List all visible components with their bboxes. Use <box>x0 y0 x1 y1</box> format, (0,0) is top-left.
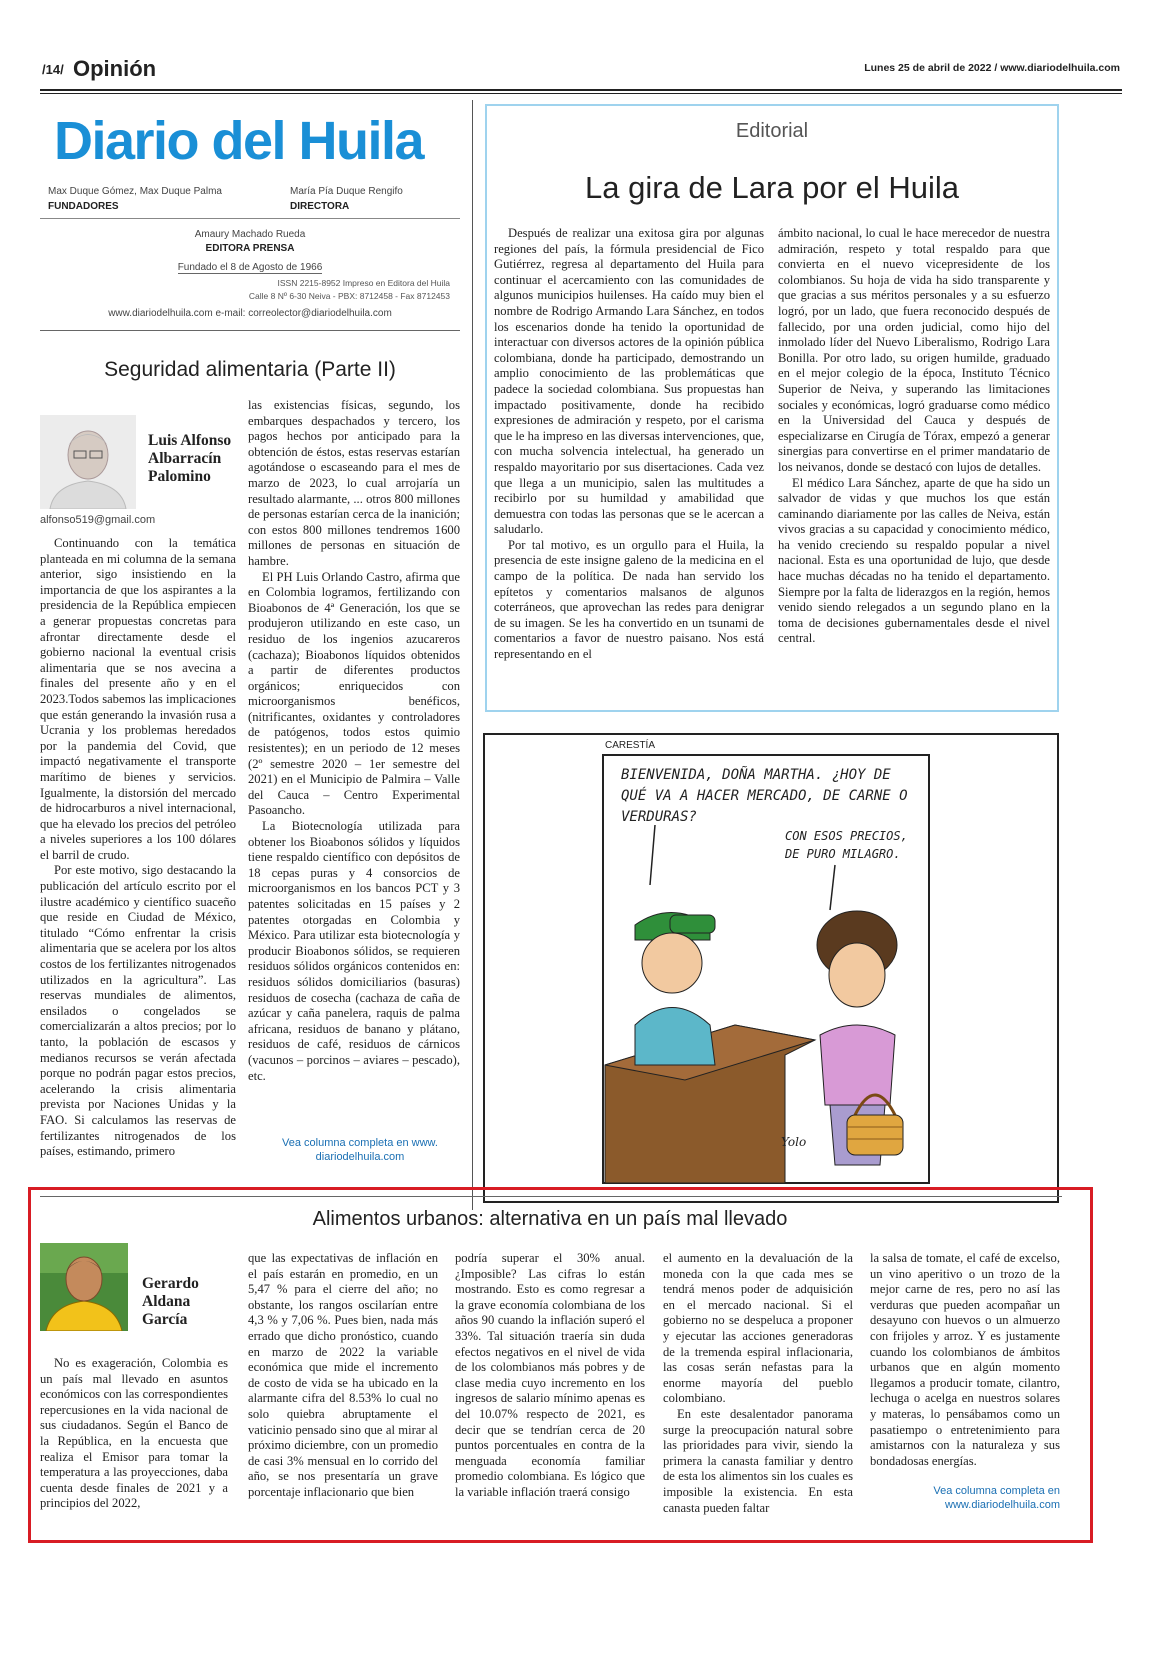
founders-label: FUNDADORES <box>48 201 119 212</box>
column2-top-rule <box>40 1196 1062 1197</box>
paragraph: las existencias físicas, segundo, los embarques despachados y tercero, los pagos hechos por anticipado para la obtención de éstos, estas reservas estarían agotándose o escaseando para el mes de marzo de 2023, lo cual arrojaría un resultado alarmante, ... otros 800 millones de personas estarían cerca de la inanición; con estos 800 millones tendremos 1600 millones de personas en situación de hambre. <box>248 398 460 568</box>
cartoon-label: CARESTÍA <box>605 740 656 751</box>
editorial-title: La gira de Lara por el Huila <box>585 170 959 205</box>
column2-read-more-link[interactable]: Vea columna completa en www.diariodelhuila.com <box>933 1485 1060 1511</box>
column2-text-e <box>870 1251 1060 1469</box>
paragraph: Después de realizar una exitosa gira por algunas regiones del país, la fórmula presidencial de Fico Gutiérrez, regresa al departamento del Huila para continuar el acercamiento con las comunidades de algunos municipios huilenses. Ha caído muy bien el nombre de Rodrigo Armando Lara Sánchez, en todos los escenarios donde ha tenido la oportunidad de interactuar con diversos actores de la opinión pública colombiana, donde ha participado, demostrando un amplio conocimiento de las problemáticas que padece la sociedad colombiana. Sus propuestas han impactado positivamente, donde ha recibido expresiones de admiración y respeto, por el carisma que le ha impreso en las diversas intervenciones, que, con mucha solvencia intelectual, ha generado un respaldo mayoritario por sus disertaciones. Cada vez que llega a un municipio, salen las multitudes a recibirlo por su humildad y amabilidad que demuestra con todas las personas que se le acercan a saludarlo. <box>494 226 764 537</box>
vertical-divider <box>472 100 473 1210</box>
column2-text-b <box>248 1251 438 1501</box>
paragraph: la salsa de tomate, el café de excelso, un vino aperitivo o un trozo de la mejor carne de res, pero no así las verduras que pueden acompañar un desayuno con huevos o un almuerzo con frijoles y arroz. Y es justamente cuando los colombianos de ámbitos urbanos que en algún momento llegamos a producir tomate, cilantro, lechuga o acelga en nuestros solares y materas, lo pensábamos como un pasatiempo o entretenimiento para amistarnos con la naturaleza y sus bondadosas energías. <box>870 1251 1060 1468</box>
header-rule <box>40 89 1122 91</box>
editor-label: EDITORA PRENSA <box>205 243 295 254</box>
founders-names: Max Duque Gómez, Max Duque Palma <box>48 186 222 197</box>
paragraph: Por tal motivo, es un orgullo para el Huila, la presencia de este insigne galeno de la medicina en el campo de la política. De nada han servido los epítetos y comentarios malsanos de algunos coterráneos, que aprovechan las redes para denigrar de su imagen. Se les ha convertido en un tsunami de comentarios a favor de nuestro paisano. Nos está representando en el <box>494 537 764 662</box>
director-name: María Pía Duque Rengifo <box>290 186 403 197</box>
page-header <box>40 56 1128 86</box>
masthead-divider <box>40 218 460 219</box>
column2-text-d <box>663 1251 853 1516</box>
paragraph: El PH Luis Orlando Castro, afirma que en Colombia logramos, fertilizando con Bioabonos de 4ª Generación, los que se produjeron utilizando en este caso, un residuo de los ingenios azucareros (cachaza); Bioabonos líquidos obtenidos a partir de diferentes productos orgánicos; enriquecidos con microorganismos benéficos, (nitrificantes, oxidantes y controladores de patógenos, todos estos quimio resistentes); en un periodo de 12 meses (2º semestre 2020 – 1er semestre del 2021) en el Municipio de Palmira – Valle del Cauca – Centro Experimental Pasoancho. <box>248 569 460 818</box>
dateline: Lunes 25 de abril de 2022 / www.diariodelhuila.com <box>864 62 1120 74</box>
column1-read-more-link[interactable]: Vea columna completa en www. diariodelhuila.com <box>282 1137 438 1163</box>
director-label: DIRECTORA <box>290 201 350 212</box>
cartoon-frame <box>483 733 1059 1203</box>
column1-text-b <box>248 398 460 1084</box>
header-rule-thin <box>40 93 1122 94</box>
paragraph: ámbito nacional, lo cual le hace merecedor de nuestra admiración, respeto y total respaldo para que convierta en el nuevo vicepresidente de los colombianos. Su hoja de vida ha sido transparente y que gracias a sus méritos personales y a su esfuerzo logró, por un lado, que fuera reconocido después de fallecido, por una orden judicial, como hijo del inmolado líder del Nuevo Liberalismo, Rodrigo Lara Bonilla. Por otro lado, su origen humilde, graduado en el mejor colegio de la época, Instituto Técnico Superior de Neiva, y superando las limitaciones sociales y económicas, logró graduarse como médico en la Universidad del Cauca y después de especializarse en Cirugía de Tórax, empezó a generar sinergias para convertirse en el primer mandatario de los neivanos, donde se destacó con lujos de detalles. <box>778 226 1050 474</box>
editorial-text-a <box>494 226 764 663</box>
column2-text-c <box>455 1251 645 1501</box>
speech-bubble-1: BIENVENIDA, DOÑA MARTHA. ¿HOY DE QUÉ VA A HACER MERCADO, DE CARNE O VERDURAS? <box>621 767 908 825</box>
paragraph: En este desalentador panorama surge la preocupación natural sobre las prioridades para vivir, siendo la primera la canasta familiar y dentro de esta los alimentos sin los cuales es imposible la existencia. En esta canasta pueden faltar <box>663 1406 853 1515</box>
author1-name: Luis Alfonso Albarracín Palomino <box>148 432 232 485</box>
column2-title: Alimentos urbanos: alternativa en un país mal llevado <box>312 1208 788 1230</box>
paragraph: No es exageración, Colombia es un país mal llevado en asuntos económicos con las correspondientes repercusiones en la vida nacional de sus ciudadanos. Según el Banco de la República, en la encuesta que realiza el Emisor para tomar la temperatura a las proyecciones, daba cuenta desde finales de 2021 y a principios del 2022, <box>40 1356 228 1511</box>
editorial-text-b <box>778 226 1050 647</box>
issn: ISSN 2215-8952 Impreso en Editora del Huila <box>277 278 450 288</box>
newspaper-logo: Diario del Huila <box>54 111 424 171</box>
author1-photo <box>40 415 136 509</box>
masthead-bottom-rule <box>40 330 460 331</box>
author2-photo <box>40 1243 128 1331</box>
page-number: /14/ <box>42 62 64 77</box>
founded-date: Fundado el 8 de Agosto de 1966 <box>177 262 323 273</box>
paragraph: El médico Lara Sánchez, aparte de que ha sido un salvador de vidas y que muchos los que están caminando diariamente por las calles de Neiva, están vivos gracias a su capacidad y conocimiento médico, ha venido creciendo su respaldo popular a nivel nacional. Esta es una oportunidad de lujo, que desde hace muchas décadas no ha tenido el departamento. Siempre por la falta de liderazgos en la región, hemos venido siendo relegados a un segundo plano en la toma de decisiones gubernamentales desde el nivel central. <box>778 475 1050 646</box>
paragraph: el aumento en la devaluación de la moneda con la que cada mes se tendrá menos poder de adquisición en el mercado nacional. Si el gobierno no se despeluca a proponer y ejecutar las acciones generadoras de la tremenda espiral inflacionaria, las cosas serán nefastas para la enorme mayoría del pueblo colombiano. <box>663 1251 853 1406</box>
author2-name: Gerardo Aldana García <box>142 1275 199 1328</box>
editorial-kicker: Editorial <box>735 120 809 142</box>
paragraph: La Biotecnología utilizada para obtener los Bioabonos sólidos y líquidos tiene respaldo científico con depósitos de 18 cepas puras y 4 consorcios de microorganismos en los bancos PCT y 3 patentes solicitadas en 15 países y 2 patentes otorgadas en Colombia y México. Para utilizar esta biotecnología y producir Bioabonos sólidos, se requieren residuos sólidos orgánicos contenidos en: residuos sólidos domiciliarios (basuras) residuos de cosecha (cachaza de caña de azúcar y caña panelera, raquis de palma africana, residuos de banano y plátano, residuos de café, residuos de cárnicos (vacunos – porcinos – aviares – pescado), etc. <box>248 819 460 1083</box>
column2-text-a <box>40 1356 228 1512</box>
address: Calle 8 Nº 6-30 Neiva - PBX: 8712458 - Fax 8712453 <box>248 291 450 301</box>
section-title: Opinión <box>73 56 157 81</box>
contact-line: www.diariodelhuila.com e-mail: correolector@diariodelhuila.com <box>108 308 392 319</box>
paragraph: Por este motivo, sigo destacando la publicación del artículo escrito por el ilustre académico y científico suaceño que reside en Ciudad de México, titulado “Cómo enfrentar la crisis alimentaria que se acelera por los altos costos de los fertilizantes nitrogenados utilizados en la agricultura”. Las reservas mundiales de alimentos, ensilados o congelados se comercializarán a altos precios; por lo tanto, la población de escasos y medianos recursos se verán afectada porque no podrán pagar estos precios, acelerando la crisis alimentaria prevista por Naciones Unidas y la FAO. Si calculamos las reservas de fertilizantes nitrogenados de los países, estimando, primero <box>40 863 236 1159</box>
paragraph: que las expectativas de inflación en el país estarán en promedio, en un 5,47 % para el cierre del año; no obstante, los rangos oscilarían entre 4,3 % y 7,06 %. Pues bien, nada más errado que dicho pronóstico, cuando en marzo de 2022 la variable económica que mide el incremento de costo de vida se ha ubicado en la alarmante cifra del 8.53% lo cual no solo quiebra abruptamente el vaticinio pensado sino que al mirar al próximo diciembre, con un promedio de casi 3% mensual en lo corrido del año, se nos presentaría un grave porcentaje inflacionario que bien <box>248 1251 438 1499</box>
masthead <box>40 100 460 345</box>
column1-text-a <box>40 536 236 1160</box>
editor-name: Amaury Machado Rueda <box>194 229 306 240</box>
speech-bubble-2: CON ESOS PRECIOS, DE PURO MILAGRO. <box>785 829 908 861</box>
column1-title: Seguridad alimentaria (Parte II) <box>104 358 396 381</box>
paragraph: Continuando con la temática planteada en mi columna de la semana anterior, sigo insistiendo en la importancia de que los aspirantes a la presidencia de la República empiecen a generar propuestas concretas para afrontar directamente desde el gobierno nacional la eventual crisis alimentaria que se nos avecina a finales del presente año y en el 2023.Todos sabemos las implicaciones que están generando la invasión rusa a Ucrania y los problemas heredados por la pandemia del Covid, que impactó negativamente el transporte marítimo de bienes y servicios. Igualmente, la distorsión del mercado de hidrocarburos a nivel internacional, que ha elevado los precios del petróleo a niveles superiores a los 100 dólares el barril de crudo. <box>40 536 236 862</box>
author1-email: alfonso519@gmail.com <box>40 514 156 526</box>
cartoon-signature: Yolo <box>781 1135 807 1149</box>
paragraph: podría superar el 30% anual. ¿Imposible? Las cifras lo están mostrando. Esto es como regresar a la grave economía colombiana de los años 90 cuando la inflación superó el 33%. Tal situación traería sin duda efectos negativos en el nivel de vida de los colombianos más pobres y de clase media cuyo incremento en los ingresos de salario mínimo apenas es del 10.07% respecto de 2021, es decir que se tendrían cerca de 20 puntos porcentuales en contra de la menguada economía familiar promedio colombiana. Es lógico que la variable inflación traerá consigo <box>455 1251 645 1499</box>
